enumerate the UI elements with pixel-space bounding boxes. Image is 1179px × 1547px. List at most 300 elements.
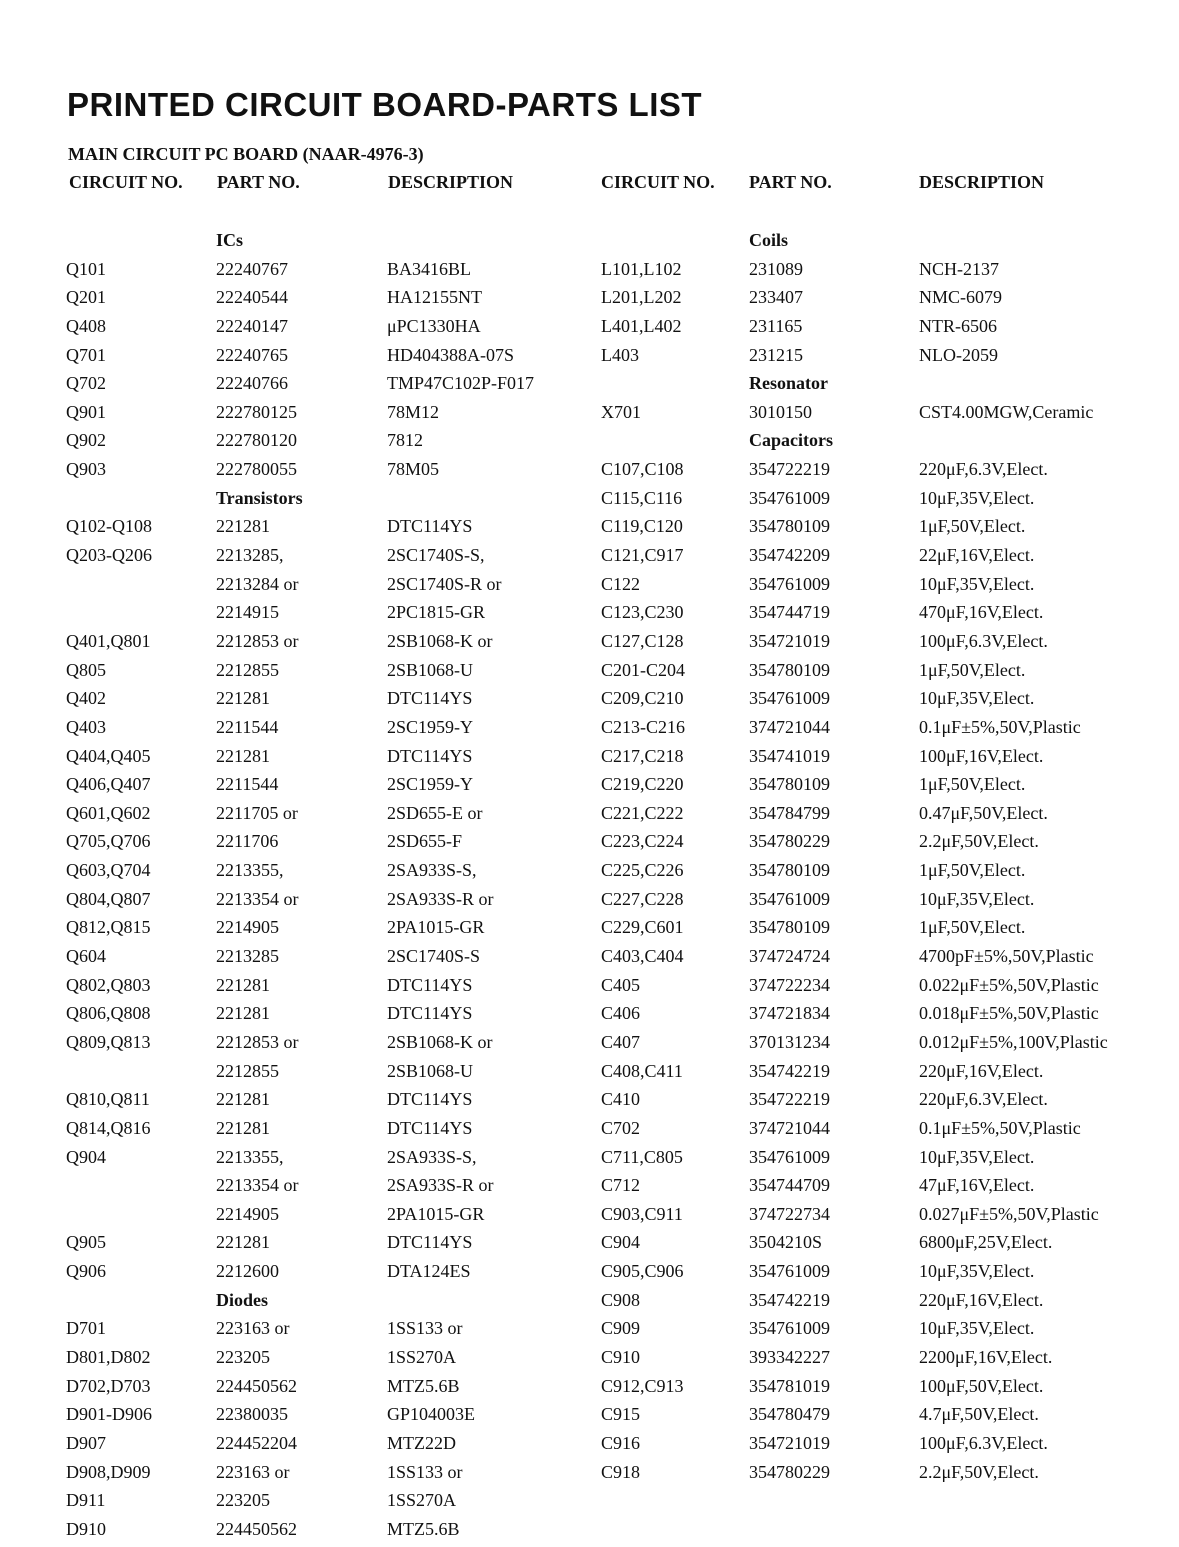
table-row: [601, 1462, 1171, 1491]
circuit-no: D907: [66, 1432, 106, 1453]
circuit-no: Q906: [66, 1261, 106, 1282]
description: 220μF,16V,Elect.: [919, 1289, 1044, 1310]
circuit-no: C407: [601, 1031, 641, 1052]
left-header-part: PART NO.: [217, 172, 300, 192]
description: HA12155NT: [387, 287, 482, 308]
table-row: [66, 1519, 586, 1547]
description: 7812: [387, 430, 423, 451]
part-no: 374721044: [749, 716, 830, 737]
description: NTR-6506: [919, 315, 997, 336]
circuit-no: Q904: [66, 1146, 106, 1167]
section-heading: [601, 230, 1171, 259]
section-label: ICs: [216, 230, 244, 250]
part-no: 354722219: [749, 459, 830, 480]
table-row: [601, 1347, 1171, 1376]
part-no: 354761009: [749, 888, 830, 909]
part-no: 2212853 or: [216, 1031, 299, 1052]
part-no: 354761009: [749, 1318, 830, 1339]
table-row: [66, 316, 586, 345]
table-row: [66, 831, 586, 860]
part-no: 354784799: [749, 802, 830, 823]
table-row: [66, 516, 586, 545]
description: 2PC1815-GR: [387, 602, 486, 623]
table-row: [601, 402, 1171, 431]
part-no: 22240544: [216, 287, 288, 308]
part-no: 354721019: [749, 1432, 830, 1453]
circuit-no: C903,C911: [601, 1203, 683, 1224]
circuit-no: C107,C108: [601, 459, 684, 480]
circuit-no: C908: [601, 1289, 641, 1310]
description: 22μF,16V,Elect.: [919, 545, 1035, 566]
description: 2SC1740S-S: [387, 946, 481, 967]
description: 2SD655-F: [387, 831, 463, 852]
part-no: 370131234: [749, 1031, 830, 1052]
description: DTC114YS: [387, 1089, 473, 1110]
circuit-no: Q402: [66, 688, 106, 709]
table-row: [66, 345, 586, 374]
description: 2SA933S-R or: [387, 1175, 494, 1196]
description: 2SA933S-S,: [387, 1146, 477, 1167]
part-no: 2212855: [216, 1060, 279, 1081]
part-no: 2213355,: [216, 1146, 284, 1167]
table-row: [601, 1318, 1171, 1347]
table-row: [601, 746, 1171, 775]
table-row: [66, 602, 586, 631]
description: DTC114YS: [387, 1232, 473, 1253]
table-row: [66, 1089, 586, 1118]
part-no: 2214905: [216, 917, 279, 938]
circuit-no: D911: [66, 1490, 106, 1511]
table-row: [601, 459, 1171, 488]
part-no: 2213355,: [216, 860, 284, 881]
table-row: [601, 1061, 1171, 1090]
description: 78M05: [387, 459, 440, 480]
table-row: [66, 746, 586, 775]
table-row: [66, 631, 586, 660]
description: 10μF,35V,Elect.: [919, 1318, 1035, 1339]
description: NCH-2137: [919, 258, 999, 279]
board-subtitle: MAIN CIRCUIT PC BOARD (NAAR-4976-3): [68, 144, 424, 164]
description: 0.022μF±5%,50V,Plastic: [919, 974, 1099, 995]
circuit-no: C408,C411: [601, 1060, 683, 1081]
circuit-no: Q201: [66, 287, 106, 308]
table-row: [601, 545, 1171, 574]
part-no: 354780109: [749, 774, 830, 795]
circuit-no: Q905: [66, 1232, 106, 1253]
circuit-no: C122: [601, 573, 641, 594]
table-row: [601, 1404, 1171, 1433]
description: BA3416BL: [387, 258, 472, 279]
part-no: 354761009: [749, 688, 830, 709]
part-no: 354780479: [749, 1404, 830, 1425]
circuit-no: D908,D909: [66, 1461, 151, 1482]
table-row: [66, 402, 586, 431]
circuit-no: Q805: [66, 659, 106, 680]
table-row: [66, 373, 586, 402]
table-row: [601, 574, 1171, 603]
circuit-no: C217,C218: [601, 745, 684, 766]
description: GP104003E: [387, 1404, 476, 1425]
part-no: 393342227: [749, 1346, 830, 1367]
circuit-no: Q809,Q813: [66, 1031, 151, 1052]
table-row: [66, 1433, 586, 1462]
table-row: [601, 1261, 1171, 1290]
circuit-no: C223,C224: [601, 831, 684, 852]
circuit-no: C227,C228: [601, 888, 684, 909]
table-row: [601, 975, 1171, 1004]
description: DTA124ES: [387, 1261, 471, 1282]
circuit-no: C403,C404: [601, 946, 684, 967]
part-no: 221281: [216, 688, 270, 709]
description: 220μF,6.3V,Elect.: [919, 459, 1048, 480]
table-row: [66, 1032, 586, 1061]
table-row: [66, 1347, 586, 1376]
description: DTC114YS: [387, 745, 473, 766]
description: 100μF,6.3V,Elect.: [919, 1432, 1048, 1453]
part-no: 222780120: [216, 430, 297, 451]
description: HD404388A-07S: [387, 344, 515, 365]
description: 2SC1959-Y: [387, 774, 474, 795]
description: 0.012μF±5%,100V,Plastic: [919, 1031, 1108, 1052]
part-no: 223205: [216, 1346, 270, 1367]
circuit-no: C213-C216: [601, 716, 686, 737]
description: 100μF,16V,Elect.: [919, 745, 1044, 766]
part-no: 354780109: [749, 659, 830, 680]
description: 2SB1068-U: [387, 659, 474, 680]
circuit-no: C909: [601, 1318, 641, 1339]
circuit-no: L403: [601, 344, 639, 365]
table-row: [601, 889, 1171, 918]
circuit-no: Q702: [66, 373, 106, 394]
description: CST4.00MGW,Ceramic: [919, 401, 1094, 422]
left-header-circuit: CIRCUIT NO.: [69, 172, 183, 192]
part-no: 374721834: [749, 1003, 830, 1024]
table-row: [601, 1232, 1171, 1261]
description: 1μF,50V,Elect.: [919, 917, 1026, 938]
circuit-no: Q705,Q706: [66, 831, 151, 852]
part-no: 231215: [749, 344, 803, 365]
table-row: [601, 660, 1171, 689]
table-row: [66, 717, 586, 746]
description: 10μF,35V,Elect.: [919, 487, 1035, 508]
table-row: [601, 774, 1171, 803]
description: 100μF,6.3V,Elect.: [919, 630, 1048, 651]
circuit-no: C918: [601, 1461, 641, 1482]
part-no: 2213354 or: [216, 888, 299, 909]
right-header-description: DESCRIPTION: [919, 172, 1045, 192]
circuit-no: Q810,Q811: [66, 1089, 150, 1110]
part-no: 2211544: [216, 716, 279, 737]
table-row: [601, 946, 1171, 975]
table-row: [66, 1147, 586, 1176]
part-no: 221281: [216, 745, 270, 766]
description: 220μF,6.3V,Elect.: [919, 1089, 1048, 1110]
description: 1SS270A: [387, 1346, 457, 1367]
part-no: 354742209: [749, 545, 830, 566]
table-row: [66, 1118, 586, 1147]
circuit-no: Q401,Q801: [66, 630, 151, 651]
part-no: 22240766: [216, 373, 288, 394]
description: 1SS133 or: [387, 1318, 463, 1339]
part-no: 223205: [216, 1490, 270, 1511]
section-label: Coils: [749, 230, 789, 250]
part-no: 2211705 or: [216, 802, 298, 823]
description: 2SB1068-K or: [387, 630, 493, 651]
description: 0.47μF,50V,Elect.: [919, 802, 1048, 823]
table-row: [601, 1032, 1171, 1061]
left-parts-list: [66, 230, 586, 1547]
description: 10μF,35V,Elect.: [919, 888, 1035, 909]
description: 2SA933S-S,: [387, 860, 477, 881]
table-row: [66, 1204, 586, 1233]
circuit-no: C405: [601, 974, 641, 995]
description: 0.018μF±5%,50V,Plastic: [919, 1003, 1099, 1024]
part-no: 354780109: [749, 860, 830, 881]
part-no: 354722219: [749, 1089, 830, 1110]
part-no: 354780109: [749, 917, 830, 938]
part-no: 221281: [216, 974, 270, 995]
circuit-no: C119,C120: [601, 516, 683, 537]
circuit-no: D801,D802: [66, 1346, 151, 1367]
table-row: [601, 917, 1171, 946]
description: 2PA1015-GR: [387, 917, 485, 938]
section-heading: [66, 1290, 586, 1319]
circuit-no: D910: [66, 1518, 106, 1539]
description: 2SC1959-Y: [387, 716, 474, 737]
description: NMC-6079: [919, 287, 1003, 308]
part-no: 354780229: [749, 831, 830, 852]
part-no: 3504210S: [749, 1232, 823, 1253]
right-header-circuit: CIRCUIT NO.: [601, 172, 715, 192]
circuit-no: C225,C226: [601, 860, 684, 881]
circuit-no: C115,C116: [601, 487, 683, 508]
table-row: [601, 1376, 1171, 1405]
circuit-no: C910: [601, 1346, 641, 1367]
table-row: [601, 1204, 1171, 1233]
table-row: [66, 1490, 586, 1519]
table-row: [66, 774, 586, 803]
circuit-no: C702: [601, 1117, 641, 1138]
section-heading: [601, 430, 1171, 459]
part-no: 222780125: [216, 401, 297, 422]
part-no: 354761009: [749, 487, 830, 508]
table-row: [601, 1118, 1171, 1147]
right-header-part: PART NO.: [749, 172, 832, 192]
table-row: [601, 1290, 1171, 1319]
circuit-no: L401,L402: [601, 315, 682, 336]
part-no: 2212600: [216, 1261, 279, 1282]
circuit-no: Q802,Q803: [66, 974, 151, 995]
circuit-no: Q203-Q206: [66, 545, 152, 566]
circuit-no: D702,D703: [66, 1375, 151, 1396]
description: 0.1μF±5%,50V,Plastic: [919, 1117, 1081, 1138]
table-row: [601, 602, 1171, 631]
part-no: 354741019: [749, 745, 830, 766]
circuit-no: C209,C210: [601, 688, 684, 709]
circuit-no: C219,C220: [601, 774, 684, 795]
table-row: [601, 488, 1171, 517]
section-label: Diodes: [216, 1289, 269, 1310]
circuit-no: Q408: [66, 315, 106, 336]
table-row: [66, 1318, 586, 1347]
description: DTC114YS: [387, 688, 473, 709]
table-row: [66, 1003, 586, 1032]
table-row: [66, 946, 586, 975]
part-no: 374722734: [749, 1203, 830, 1224]
table-row: [66, 975, 586, 1004]
part-no: 224450562: [216, 1375, 297, 1396]
description: MTZ5.6B: [387, 1375, 460, 1396]
table-row: [66, 688, 586, 717]
part-no: 354780109: [749, 516, 830, 537]
part-no: 354761009: [749, 1261, 830, 1282]
part-no: 354744709: [749, 1175, 830, 1196]
description: 6800μF,25V,Elect.: [919, 1232, 1053, 1253]
circuit-no: Q814,Q816: [66, 1117, 151, 1138]
table-row: [66, 1404, 586, 1433]
description: 2SB1068-U: [387, 1060, 474, 1081]
table-row: [66, 1376, 586, 1405]
description: 2.2μF,50V,Elect.: [919, 1461, 1039, 1482]
description: DTC114YS: [387, 974, 473, 995]
description: 470μF,16V,Elect.: [919, 602, 1044, 623]
circuit-no: Q102-Q108: [66, 516, 152, 537]
description: 10μF,35V,Elect.: [919, 688, 1035, 709]
table-row: [66, 917, 586, 946]
circuit-no: Q901: [66, 401, 106, 422]
description: DTC114YS: [387, 1117, 473, 1138]
circuit-no: C127,C128: [601, 630, 684, 651]
circuit-no: Q812,Q815: [66, 917, 151, 938]
table-row: [601, 688, 1171, 717]
part-no: 224450562: [216, 1518, 297, 1539]
part-no: 231089: [749, 258, 803, 279]
part-no: 2211544: [216, 774, 279, 795]
circuit-no: C406: [601, 1003, 641, 1024]
description: 78M12: [387, 401, 440, 422]
section-label: Transistors: [216, 487, 303, 508]
circuit-no: Q804,Q807: [66, 888, 151, 909]
description: 2SA933S-R or: [387, 888, 494, 909]
circuit-no: Q101: [66, 258, 106, 279]
description: 10μF,35V,Elect.: [919, 1261, 1035, 1282]
circuit-no: C711,C805: [601, 1146, 683, 1167]
description: DTC114YS: [387, 1003, 473, 1024]
part-no: 221281: [216, 1117, 270, 1138]
circuit-no: Q601,Q602: [66, 802, 151, 823]
table-row: [601, 803, 1171, 832]
table-row: [601, 287, 1171, 316]
section-heading: [66, 230, 586, 259]
part-no: 2214905: [216, 1203, 279, 1224]
table-row: [66, 1232, 586, 1261]
circuit-no: Q902: [66, 430, 106, 451]
circuit-no: Q604: [66, 946, 106, 967]
part-no: 2212855: [216, 659, 279, 680]
table-row: [601, 1003, 1171, 1032]
table-row: [66, 545, 586, 574]
part-no: 222780055: [216, 459, 297, 480]
circuit-no: C712: [601, 1175, 641, 1196]
description: 1μF,50V,Elect.: [919, 774, 1026, 795]
table-row: [66, 660, 586, 689]
table-row: [601, 516, 1171, 545]
circuit-no: C229,C601: [601, 917, 684, 938]
circuit-no: Q701: [66, 344, 106, 365]
description: 1μF,50V,Elect.: [919, 860, 1026, 881]
part-no: 22380035: [216, 1404, 288, 1425]
description: 2SC1740S-R or: [387, 573, 502, 594]
description: 2.2μF,50V,Elect.: [919, 831, 1039, 852]
circuit-no: C915: [601, 1404, 641, 1425]
description: 10μF,35V,Elect.: [919, 573, 1035, 594]
description: 2PA1015-GR: [387, 1203, 485, 1224]
circuit-no: C123,C230: [601, 602, 684, 623]
table-row: [66, 430, 586, 459]
circuit-no: D901-D906: [66, 1404, 152, 1425]
table-row: [601, 860, 1171, 889]
description: 220μF,16V,Elect.: [919, 1060, 1044, 1081]
circuit-no: C904: [601, 1232, 641, 1253]
table-row: [66, 1261, 586, 1290]
part-no: 354761009: [749, 573, 830, 594]
description: 1SS133 or: [387, 1461, 463, 1482]
part-no: 354744719: [749, 602, 830, 623]
circuit-no: Q806,Q808: [66, 1003, 151, 1024]
part-no: 374721044: [749, 1117, 830, 1138]
description: 4.7μF,50V,Elect.: [919, 1404, 1039, 1425]
description: 4700pF±5%,50V,Plastic: [919, 946, 1094, 967]
circuit-no: Q603,Q704: [66, 860, 151, 881]
table-row: [66, 574, 586, 603]
table-row: [66, 459, 586, 488]
circuit-no: C916: [601, 1432, 641, 1453]
circuit-no: C905,C906: [601, 1261, 684, 1282]
part-no: 374722234: [749, 974, 830, 995]
table-row: [601, 345, 1171, 374]
table-row: [601, 831, 1171, 860]
circuit-no: D701: [66, 1318, 106, 1339]
circuit-no: X701: [601, 401, 641, 422]
description: 1μF,50V,Elect.: [919, 516, 1026, 537]
table-row: [66, 1462, 586, 1491]
description: 2SB1068-K or: [387, 1031, 493, 1052]
section-heading: [601, 373, 1171, 402]
description: 1SS270A: [387, 1490, 457, 1511]
part-no: 221281: [216, 516, 270, 537]
description: 0.027μF±5%,50V,Plastic: [919, 1203, 1099, 1224]
circuit-no: L201,L202: [601, 287, 682, 308]
circuit-no: Q403: [66, 716, 106, 737]
table-row: [601, 1147, 1171, 1176]
part-no: 2213285: [216, 946, 279, 967]
part-no: 2213354 or: [216, 1175, 299, 1196]
description: 1μF,50V,Elect.: [919, 659, 1026, 680]
part-no: 224452204: [216, 1432, 297, 1453]
circuit-no: L101,L102: [601, 258, 682, 279]
table-row: [601, 1089, 1171, 1118]
part-no: 354761009: [749, 1146, 830, 1167]
description: 47μF,16V,Elect.: [919, 1175, 1035, 1196]
part-no: 221281: [216, 1232, 270, 1253]
part-no: 221281: [216, 1003, 270, 1024]
circuit-no: C121,C917: [601, 545, 684, 566]
description: 100μF,50V,Elect.: [919, 1375, 1044, 1396]
right-parts-list: [601, 230, 1171, 1490]
part-no: 354781019: [749, 1375, 830, 1396]
circuit-no: C201-C204: [601, 659, 686, 680]
table-row: [66, 860, 586, 889]
